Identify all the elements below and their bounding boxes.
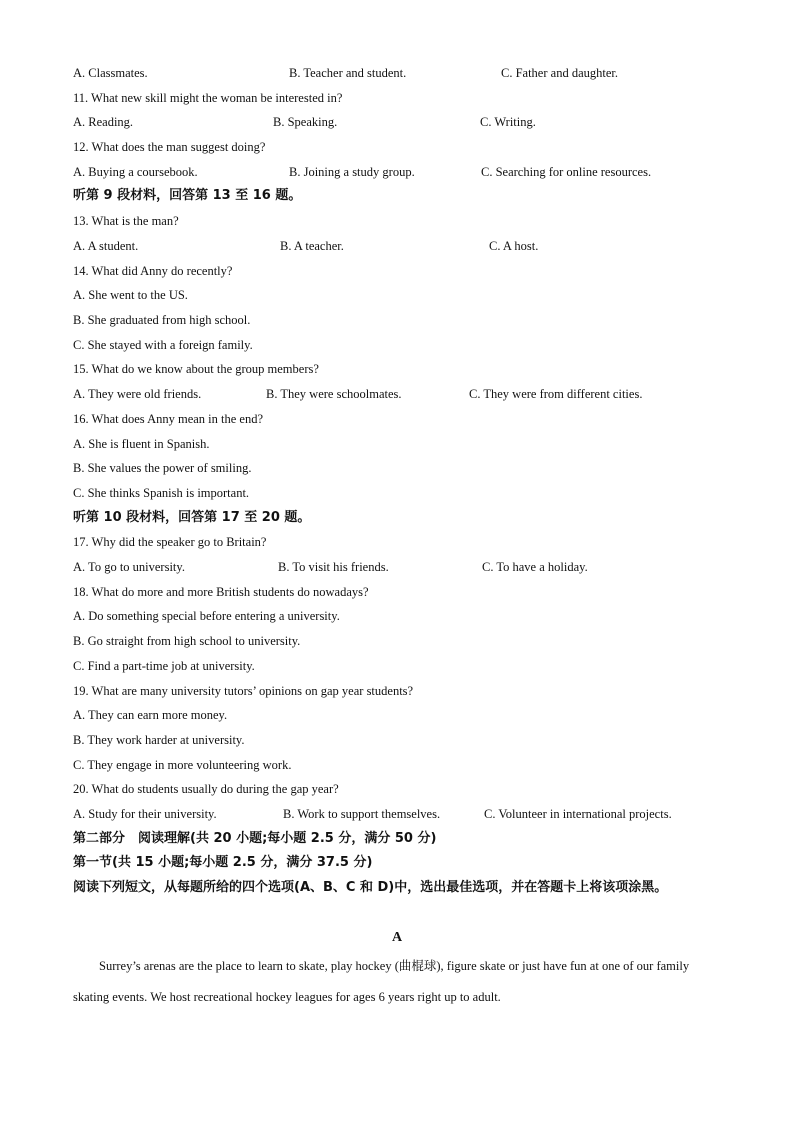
- q17-option-b: B. To visit his friends.: [278, 560, 389, 574]
- q13-stem: 13. What is the man?: [73, 214, 179, 228]
- q15-options: [73, 384, 733, 404]
- q12-option-c: C. Searching for online resources.: [481, 165, 652, 179]
- part-2-heading: 第二部分 阅读理解(共 20 小题;每小题 2.5 分，满分 50 分): [73, 831, 437, 846]
- q18-option-c: C. Find a part-time job at university.: [73, 659, 255, 673]
- q14-option-c: C. She stayed with a foreign family.: [73, 338, 253, 352]
- q12-stem: 12. What does the man suggest doing?: [73, 140, 266, 154]
- q14-stem: 14. What did Anny do recently?: [73, 264, 233, 278]
- q16-option-a: A. She is fluent in Spanish.: [73, 437, 210, 451]
- q15-stem: 15. What do we know about the group members?: [73, 362, 319, 376]
- q20-stem: 20. What do students usually do during the gap year?: [73, 782, 339, 796]
- passage-paragraph: Surrey’s arenas are the place to learn to skate, play hockey (曲棍球), figure skate or just have fun at one of our family skating events. We host recreational hockey leagues for ages 6 years right up to adult.: [73, 959, 690, 1004]
- q11-option-c: C. Writing.: [480, 115, 536, 129]
- q16-option-c: C. She thinks Spanish is important.: [73, 486, 250, 500]
- passage-title: A: [391, 930, 403, 945]
- q16-stem: 16. What does Anny mean in the end?: [73, 412, 264, 426]
- section-9-heading: 听第 9 段材料，回答第 13 至 16 题。: [73, 188, 302, 203]
- q18-option-a: A. Do something special before entering a university.: [73, 609, 340, 623]
- q15-option-b: B. They were schoolmates.: [266, 387, 402, 401]
- q18-option-b: B. Go straight from high school to university.: [73, 634, 301, 648]
- q15-option-a: A. They were old friends.: [73, 387, 202, 401]
- q12-option-b: B. Joining a study group.: [289, 165, 415, 179]
- q13-option-c: C. A host.: [489, 239, 539, 253]
- q10-option-b: B. Teacher and student.: [289, 66, 407, 80]
- q20-option-c: C. Volunteer in international projects.: [484, 807, 672, 821]
- q18-stem: 18. What do more and more British students do nowadays?: [73, 585, 369, 599]
- q14-option-b: B. She graduated from high school.: [73, 313, 251, 327]
- q20-option-b: B. Work to support themselves.: [283, 807, 441, 821]
- q11-option-b: B. Speaking.: [273, 115, 338, 129]
- q19-stem: 19. What are many university tutors’ opinions on gap year students?: [73, 684, 414, 698]
- q10-option-a: A. Classmates.: [73, 66, 148, 80]
- q11-options: [73, 112, 733, 132]
- q12-options: [73, 162, 733, 182]
- q16-option-b: B. She values the power of smiling.: [73, 461, 252, 475]
- q14-option-a: A. She went to the US.: [73, 288, 188, 302]
- q13-options: [73, 236, 733, 256]
- q17-option-c: C. To have a holiday.: [482, 560, 588, 574]
- section-1-heading: 第一节(共 15 小题;每小题 2.5 分，满分 37.5 分): [73, 855, 373, 870]
- q12-option-a: A. Buying a coursebook.: [73, 165, 198, 179]
- q17-option-a: A. To go to university.: [73, 560, 185, 574]
- q15-option-c: C. They were from different cities.: [469, 387, 643, 401]
- q11-stem: 11. What new skill might the woman be interested in?: [73, 91, 343, 105]
- q17-options: [73, 557, 733, 577]
- q17-stem: 17. Why did the speaker go to Britain?: [73, 535, 267, 549]
- q11-option-a: A. Reading.: [73, 115, 134, 129]
- q19-option-b: B. They work harder at university.: [73, 733, 245, 747]
- q19-option-a: A. They can earn more money.: [73, 708, 228, 722]
- q10-option-c: C. Father and daughter.: [501, 66, 618, 80]
- q20-options: [73, 804, 733, 824]
- q20-option-a: A. Study for their university.: [73, 807, 217, 821]
- q13-option-b: B. A teacher.: [280, 239, 344, 253]
- q13-option-a: A. A student.: [73, 239, 139, 253]
- section-10-heading: 听第 10 段材料，回答第 17 至 20 题。: [73, 510, 311, 525]
- q19-option-c: C. They engage in more volunteering work.: [73, 758, 292, 772]
- reading-instructions: 阅读下列短文，从每题所给的四个选项(A、B、C 和 D)中，选出最佳选项，并在答题卡上将该项涂黑。: [73, 880, 668, 895]
- q10-options: [73, 63, 733, 83]
